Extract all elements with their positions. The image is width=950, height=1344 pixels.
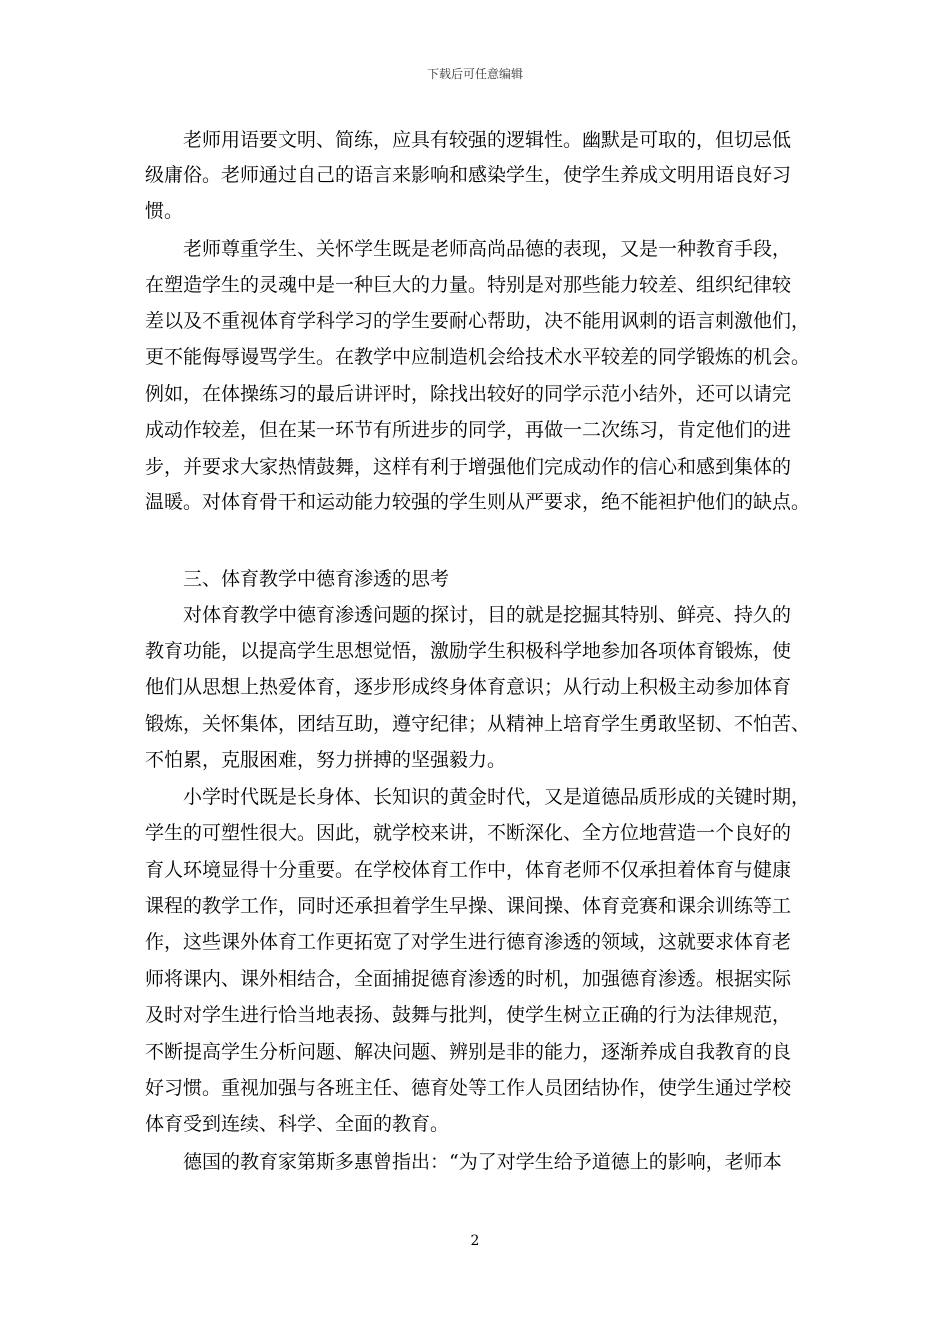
text-line: 课程的教学工作，同时还承担着学生早操、课间操、体育竞赛和课余训练等工: [145, 895, 792, 917]
text-line: 老师尊重学生、关怀学生既是老师高尚品德的表现，又是一种教育手段，: [183, 238, 792, 260]
section-heading: 三、体育教学中德育渗透的思考: [183, 568, 450, 590]
text-line: 步，并要求大家热情鼓舞，这样有利于增强他们完成动作的信心和感到集体的: [145, 456, 792, 478]
text-line: 作，这些课外体育工作更拓宽了对学生进行德育渗透的领域，这就要求体育老: [145, 931, 792, 953]
text-line: 温暖。对体育骨干和运动能力较强的学生则从严要求，绝不能袒护他们的缺点。: [145, 491, 811, 513]
text-line: 师将课内、课外相结合，全面捕捉德育渗透的时机，加强德育渗透。根据实际: [145, 968, 792, 990]
text-line: 锻炼，关怀集体，团结互助，遵守纪律；从精神上培育学生勇敢坚韧、不怕苦、: [145, 713, 811, 735]
text-line: 在塑造学生的灵魂中是一种巨大的力量。特别是对那些能力较差、组织纪律较: [145, 274, 792, 296]
text-line: 德国的教育家第斯多惠曾指出：“为了对学生给予道德上的影响，老师本: [183, 1151, 782, 1173]
text-line: 老师用语要文明、简练，应具有较强的逻辑性。幽默是可取的，但切忌低: [183, 129, 792, 151]
text-line: 对体育教学中德育渗透问题的探讨，目的就是挖掘其特别、鲜亮、持久的: [183, 604, 792, 626]
text-line: 育人环境显得十分重要。在学校体育工作中，体育老师不仅承担着体育与健康: [145, 859, 792, 881]
text-line: 例如，在体操练习的最后讲评时，除找出较好的同学示范小结外，还可以请完: [145, 383, 792, 405]
text-line: 他们从思想上热爱体育，逐步形成终身体育意识；从行动上积极主动参加体育: [145, 676, 792, 698]
page-header: 下载后可任意编辑: [426, 67, 523, 81]
text-line: 及时对学生进行恰当地表扬、鼓舞与批判，使学生树立正确的行为法律规范，: [145, 1004, 792, 1026]
text-line: 差以及不重视体育学科学习的学生要耐心帮助，决不能用讽刺的语言刺激他们，: [145, 310, 811, 332]
text-line: 不怕累，克服困难，努力拼搏的坚强毅力。: [145, 749, 507, 771]
text-line: 惯。: [145, 200, 184, 222]
text-line: 更不能侮辱谩骂学生。在教学中应制造机会给技术水平较差的同学锻炼的机会。: [145, 346, 811, 368]
text-line: 成动作较差，但在某一环节有所进步的同学，再做一二次练习，肯定他们的进: [145, 419, 792, 441]
text-line: 学生的可塑性很大。因此，就学校来讲，不断深化、全方位地营造一个良好的: [145, 822, 792, 844]
text-line: 级庸俗。老师通过自己的语言来影响和感染学生，使学生养成文明用语良好习: [145, 164, 792, 186]
text-line: 教育功能，以提高学生思想觉悟，激励学生积极科学地参加各项体育锻炼，使: [145, 640, 792, 662]
text-line: 好习惯。重视加强与各班主任、德育处等工作人员团结协作，使学生通过学校: [145, 1077, 792, 1099]
text-line: 体育受到连续、科学、全面的教育。: [145, 1113, 450, 1135]
text-line: 小学时代既是长身体、长知识的黄金时代，又是道德品质形成的关键时期，: [183, 786, 811, 808]
page-number: 2: [470, 1233, 480, 1249]
text-line: 不断提高学生分析问题、解决问题、辨别是非的能力，逐渐养成自我教育的良: [145, 1041, 792, 1063]
